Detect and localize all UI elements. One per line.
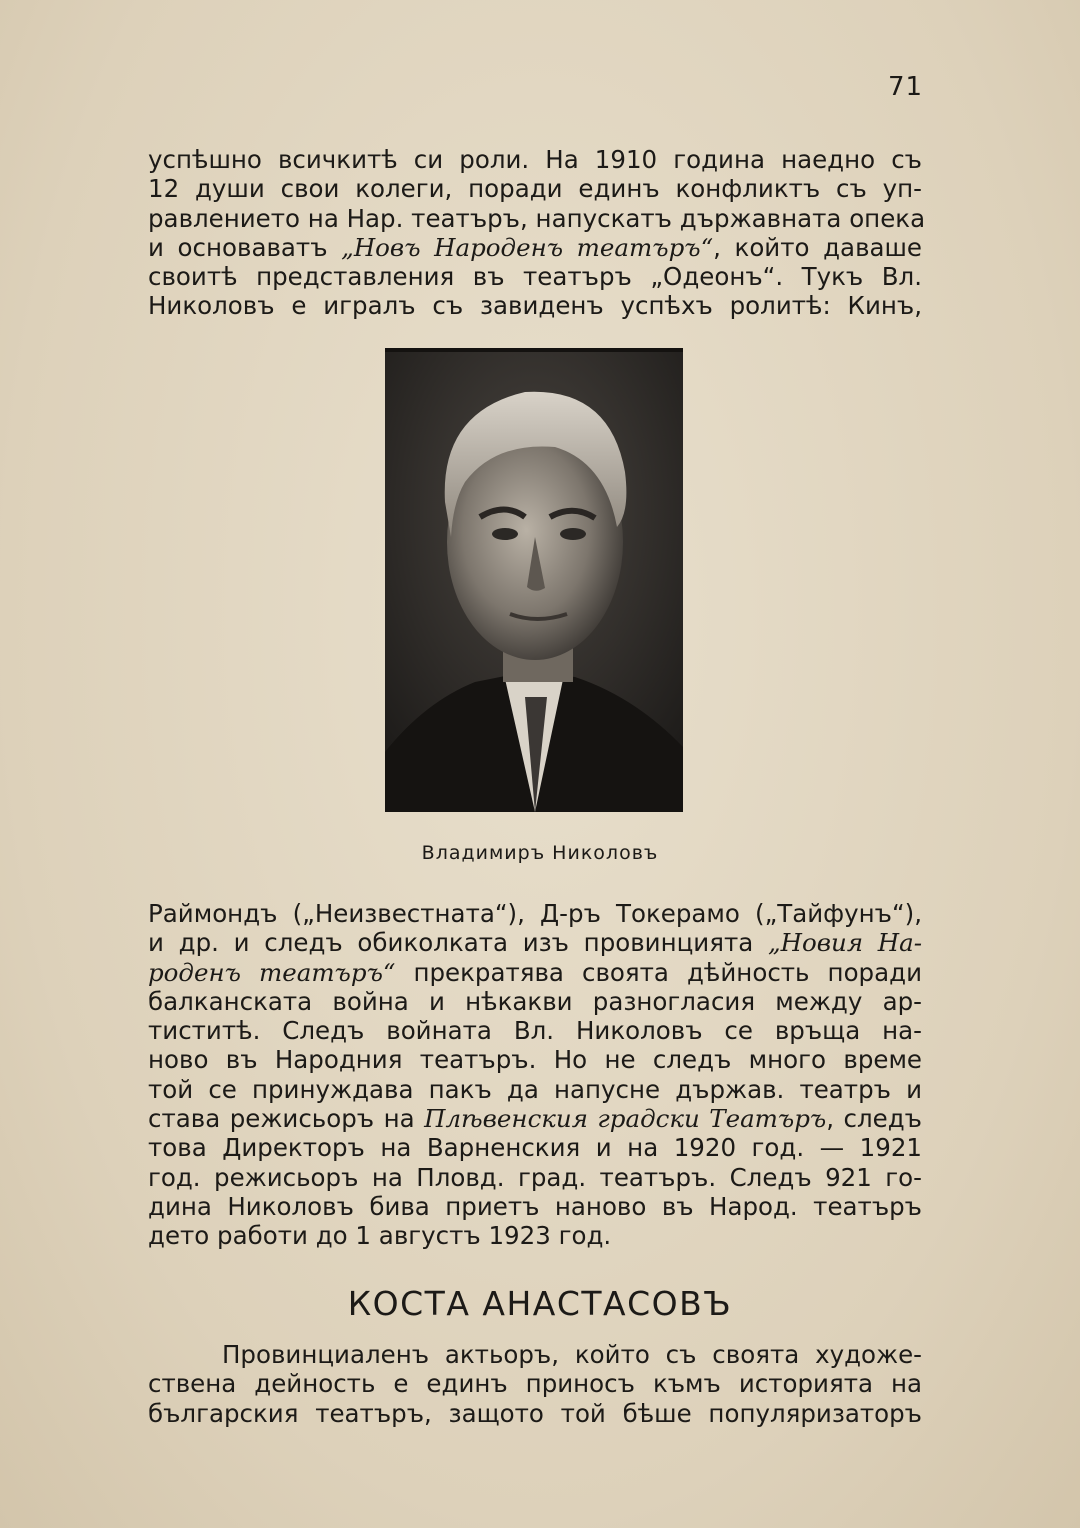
text-line: год. режисьоръ на Пловд. град. театъръ. Следъ 921 го-: [148, 1162, 922, 1192]
section-heading: КОСТА АНАСТАСОВЪ: [347, 1284, 733, 1323]
text-line: равлението на Нар. театъръ, напускатъ държавната опека: [148, 203, 926, 233]
text-line: той се принуждава пакъ да напусне държав. театръ и: [148, 1074, 922, 1104]
text-line: тиститѣ. Следъ войната Вл. Николовъ се връща на-: [148, 1016, 922, 1046]
text-line: балканската война и нѣкакви разногласия между ар-: [148, 986, 922, 1016]
theatre-name-italic: Плѣвенския градски Театъръ: [424, 1104, 827, 1134]
paragraph: [148, 1340, 922, 1428]
paragraph: [148, 899, 922, 1251]
text-line: [148, 928, 922, 957]
paragraph-continued: [148, 145, 926, 321]
text-run: и основаватъ: [148, 232, 342, 262]
theatre-name-italic: „Новия На-: [767, 928, 923, 958]
text-line: 12 души свои колеги, поради единъ конфликтъ съ уп-: [148, 174, 922, 204]
page-number: 71: [888, 72, 924, 102]
text-line: Провинциаленъ актьоръ, който съ своята художе-: [222, 1340, 922, 1369]
text-line: българския театъръ, защото той бѣше популяризаторъ: [148, 1398, 922, 1428]
text-line: Раймондъ („Неизвестната“), Д-ръ Токерамо („Тайфунъ“),: [148, 899, 922, 928]
text-line: [148, 233, 922, 262]
photo-caption: Владимиръ Николовъ: [421, 842, 659, 864]
text-run: и др. и следъ обиколката изъ провинцията: [148, 928, 768, 958]
text-line: ново въ Народния театъръ. Но не следъ много време: [148, 1045, 922, 1075]
theatre-name-italic: „Новъ Народенъ театъръ“: [341, 232, 714, 262]
portrait-illustration: [385, 352, 683, 812]
text-line: това Директоръ на Варненския и на 1920 год. — 1921: [148, 1133, 922, 1163]
text-run: прекратява своята дѣйность поради: [395, 957, 922, 987]
text-line: [148, 958, 922, 987]
portrait-photo: [385, 348, 683, 812]
text-run: става режисьоръ на: [148, 1104, 425, 1134]
text-line: [148, 1104, 922, 1133]
text-line: Николовъ е игралъ съ завиденъ успѣхъ ролитѣ: Кинъ,: [148, 291, 922, 321]
text-run: , който даваше: [713, 232, 923, 262]
text-line: дина Николовъ бива приетъ наново въ Народ. театъръ: [148, 1191, 922, 1221]
text-line: успѣшно всичкитѣ си роли. На 1910 година наедно съ: [148, 145, 922, 174]
text-line: ствена дейность е единъ приносъ къмъ историята на: [148, 1369, 922, 1399]
text-run: , следъ: [826, 1104, 922, 1134]
text-line: дето работи до 1 августъ 1923 год.: [148, 1221, 612, 1251]
theatre-name-italic: роденъ театъръ“: [148, 957, 396, 987]
text-line: своитѣ представления въ театъръ „Одеонъ“. Тукъ Вл.: [148, 262, 922, 292]
